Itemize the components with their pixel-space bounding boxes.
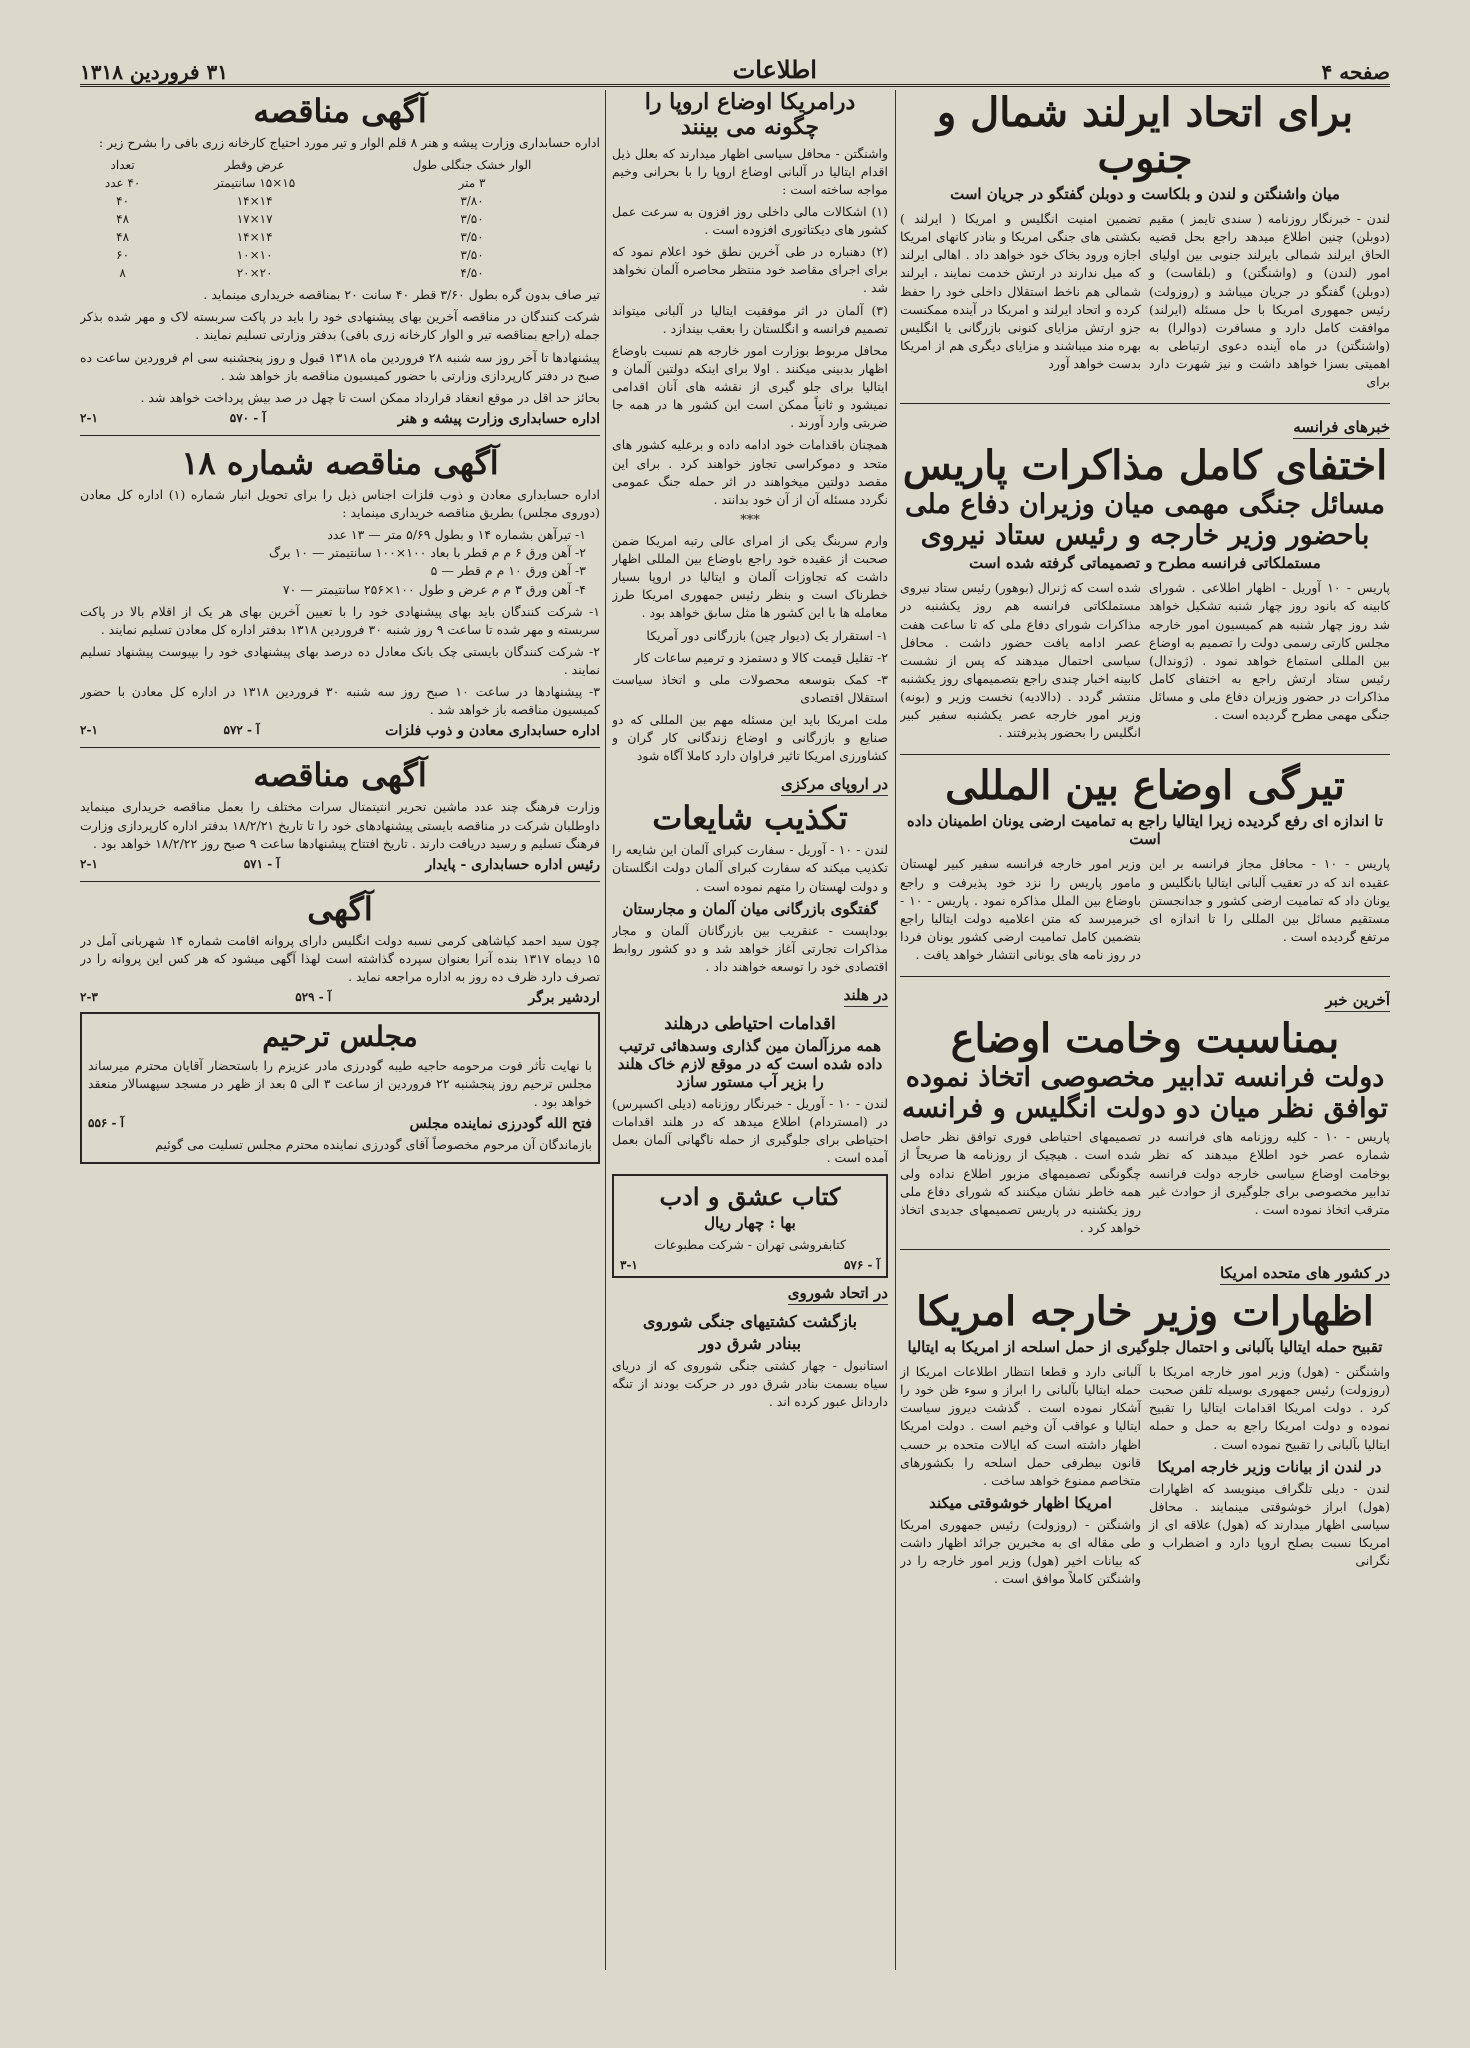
table-row <box>80 228 600 246</box>
table-row <box>80 246 600 264</box>
cell: ۱۴×۱۴ <box>236 230 273 245</box>
article-denial-p2: بوداپست - عنقریب بین بازرگانان آلمان و مجار مذاکرات تجارتی آغاز خواهد شد و دو کشور روابط اقتصادی خود را توسعه خواهند داد . <box>612 922 888 974</box>
separator-stars: *** <box>740 512 760 528</box>
subhead-paris-2: باحضور وزیر خارجه و رئیس ستاد نیروی <box>920 520 1370 552</box>
cell: ۴۰ عدد <box>104 176 141 191</box>
ad3-signature: رئیس اداره حسابداری - پایدار <box>425 856 600 873</box>
ad1-footer <box>80 411 600 427</box>
headline-us-foreign-minister: اظهارات وزیر خارجه امریکا <box>916 1288 1374 1336</box>
section-last-news: آخرین خبر <box>1325 991 1390 1012</box>
newspaper-name: اطلاعات <box>732 55 817 84</box>
cell: ۳/۵۰ <box>460 212 484 227</box>
article-us-p2: آلبانی دارد و قطعا انتظار اطلاعات امریکا از حمله ایتالیا بآلبانی را ابراز و سوء ظن خود را آشکار نموده است . گذشت دیروز سیاست ایتالیا و عواقب آن وخیم است . دولت امریکا اظهار داشته است که ایالات متحده بر حسب قانون بیطرفی حمل اسلحه را بکشورهای متخاصم ممنوع خواهد ساخت . <box>900 1364 1141 1488</box>
article-ae-i1: (۱) اشکالات مالی داخلی روز افزون به سرعت عمل کشور های دیکتاتوری افزوده است . <box>612 203 888 238</box>
article-denial-p1: لندن - ۱۰ - آوریل - سفارت کبرای آلمان این شایعه را تکذیب میکند که سفارت کبرای آلمان دولت انگلستان و دولت لهستان را متهم نموده است . <box>612 842 888 894</box>
headline-international: تیرگی اوضاع بین المللی <box>945 762 1345 810</box>
article-ae-i2: (۲) دهنباره در طی آخرین نطق خود اعلام نمود که برای اجرای مقاصد خود منتظر محاصره آلمان نخواهد شد . <box>612 244 888 296</box>
cell: ۴۸ <box>116 212 130 227</box>
headline-america-europe-2: چگونه می بینند <box>680 114 820 141</box>
article-international-p2: وزیر امور خارجه فرانسه سفیر کبیر لهستان مامور پاریس را نزد خود پذیرفت و راجع باوضاع بین الملل مذاکره نمود . پاریس - ۱۰ - خبرمیرسد که متن اعلامیه دولت ایتالیا راجع بتضمین کامل تمامیت ارضی کشور یونان فردا در روز نامه های یونانی انتشار خواهد یافت . <box>900 856 1141 963</box>
subhead-situation-1: دولت فرانسه تدابیر مخصوصی اتخاذ نموده <box>905 1062 1385 1094</box>
article-us-p4: لندن - دیلی تلگراف مینویسد که اظهارات (هول) ابراز خوشوقتی مینمایند . محافل سیاسی اظهار میدارند که (هول) علاقه ای از امریکا نسبت بصلح اروپا دارد و اضطراب و نگرانی <box>1149 1480 1390 1569</box>
ad2-signature: اداره حسابداری معادن و ذوب فلزات <box>385 723 600 740</box>
ad3-code: آ - ۵۷۱ <box>243 856 280 871</box>
ad3-p1: وزارت فرهنگ چند عدد ماشین تحریر انتیتمتال سرات مختلف را بعمل مناقصه خریداری مینماید داوطلبان شرکت در مناقصه بایستی پیشنهادهای خود را تا تاریخ ۱۸/۲/۲۱ بدفتر اداره کارپردازی وزارت فرهنگ تسلیم و رسید دریافت دارند . تاریخ افتتاح پیشنهادها ساعت ۹ صبح روز ۱۸/۲/۲۲ خواهد بود . <box>80 799 600 851</box>
ad-book-code: آ - ۵۷۶ <box>843 1257 880 1272</box>
column-ads <box>80 90 600 1970</box>
ad4-title: آگهی <box>307 889 373 928</box>
ad5-title: مجلس ترحیم <box>262 1020 418 1054</box>
article-ae-p2: محافل مربوط بوزارت امور خارجه هم نسبت باوضاع اظهار بدبینی میکنند . اولا برای اینکه دولتین آلمان و ایتالیا برای جلو گیری از نقشه های آنان اقدامی نمیشود و ثانیاً ممکن است این کشور ها در همه جا ضربتی وارد آورند . <box>612 342 888 431</box>
ad1-code: آ - ۵۷۰ <box>229 410 266 425</box>
article-ae-p5: ملت امریکا باید این مسئله مهم بین المللی که دو صنایع و بازرگانی و اوضاع زندگانی کار گران و کشاورزی امریکا تاثیر فراوان دارد کاملا آگاه شود <box>612 712 888 764</box>
column-rule-2 <box>605 90 606 1970</box>
deck-trade-germany-hungary: گفتگوی بازرگانی میان آلمان و مجارستان <box>622 899 878 918</box>
list-item: ۲- آهن ورق ۶ م م قطر با بعاد ۱۰۰×۱۰۰ سانتیمتر — ۱۰ برگ <box>269 545 586 561</box>
ad2-footer <box>80 723 600 739</box>
ad5-footer <box>88 1116 592 1132</box>
deck-us-satisfaction: در لندن از بیانات وزیر خارجه امریکا <box>1157 1457 1382 1476</box>
column-rule-1 <box>895 90 896 1970</box>
ad-book-seller: کتابفروشی تهران - شرکت مطبوعات <box>654 1236 846 1252</box>
ad5-box <box>80 1012 600 1164</box>
section-central-europe: در اروپای مرکزی <box>781 775 888 796</box>
col-header: الوار خشک جنگلی طول <box>412 158 532 173</box>
table-row <box>80 192 600 210</box>
ad2-code: آ - ۵۷۲ <box>223 723 260 738</box>
article-holland-p1: لندن - ۱۰ - آوریل - خبرنگار روزنامه (دیلی اکسپرس) در (امستردام) اطلاع میدهد که در هلند اقدامات احتیاطی برای جلوگیری از حمله ناگهانی آلمان بعمل آمده است . <box>612 1096 888 1166</box>
section-france: خبرهای فرانسه <box>1293 418 1390 439</box>
headline-soviet-2: ببنادر شرق دور <box>698 1333 802 1353</box>
ad5-code: آ - ۵۵۶ <box>88 1115 125 1130</box>
divider <box>80 435 600 436</box>
list-item: ۴- آهن ورق ۳ م م عرض و طول ۱۰۰×۲۵۶ سانتیمتر — ۷۰ <box>282 581 586 597</box>
ad1-intro: اداره حسابداری وزارت پیشه و هنر ۸ قلم الوار و تیر مورد احتیاج کارخانه زری بافی را بشرح زیر : <box>98 135 600 150</box>
col-header: تعداد <box>110 158 135 173</box>
article-ae-i6: ۳- کمک بتوسعه محصولات ملی و اتخاذ سیاست استقلال اقتصادی <box>612 671 888 705</box>
cell: ۴/۵۰ <box>460 266 484 281</box>
masthead <box>80 52 1390 87</box>
ad4-signature: اردشیر برگر <box>528 990 600 1007</box>
list-item: ۳- آهن ورق ۱۰ م م قطر — ۵ <box>430 563 586 579</box>
section-usa: در کشور های متحده امریکا <box>1220 1264 1390 1285</box>
article-ae-p1: واشنگتن - محافل سیاسی اظهار میدارند که بعلل ذیل اقدام ایتالیا در آلبانی اوضاع اروپا را با بحرانی وخیم مواجه ساخته است : <box>612 145 888 197</box>
article-ae-i4: ۱- استقرار یک (دیوار چین) بازرگانی دور آمریکا <box>646 627 888 643</box>
cell: ۴۰ <box>116 194 130 209</box>
cell: ۱۴×۱۴ <box>236 194 273 209</box>
table-header <box>80 156 600 174</box>
cell: ۸ <box>119 266 126 281</box>
cell: ۳/۸۰ <box>460 194 484 209</box>
table-row <box>80 174 600 192</box>
cell: ۱۵×۱۵ سانتیمتر <box>214 176 296 191</box>
ad1-p2: شرکت کنندگان در مناقصه آخرین بهای پیشنهادی خود را باید در پاکت سربسته لاک و مهر شده بذکر جمله (راجع بمناقصه تیر و الوار کارخانه زری بافی) بدفتر وزارتی تسلیم نمایند . <box>80 309 600 343</box>
ad2-items <box>80 526 600 599</box>
article-paris-p1: پاریس - ۱۰ آوریل - اظهار اطلاعی . شورای کابینه که بانود روز چهار شنبه تشکیل خواهد شد روز چهار شنبه هم کمیسیون امور خارجه مجلس کارتی رسمی دولت را تصمیم به اوضاع بین المللی استماع خواهد نمود . (ژوندال) رئیس ستاد ارتش راجع به اختفای کامل مذاکرات در حضور وزیران دفاع ملی و مسائل جنگی مهمی مطرح گردیده است . <box>1149 580 1390 723</box>
deck-us-2: امریکا اظهار خوشوقتی میکند <box>929 1493 1112 1512</box>
cell: ۳/۵۰ <box>460 230 484 245</box>
headline-paris: اختفای کامل مذاکرات پاریس <box>902 442 1388 490</box>
ad1-p3: پیشنهادها تا آخر روز سه شنبه ۲۸ فروردین ماه ۱۳۱۸ قبول و روز پنجشنبه سی ام فروردین ساعت ده صبح در دفتر کارپردازی وزارتی با حضور کمیسیون مناقصه باز خواهد شد . <box>80 349 600 383</box>
ad2-title: آگهی مناقصه شماره ۱۸ <box>181 443 499 482</box>
column-news-middle <box>612 90 888 1970</box>
ad2-p2: ۲- شرکت کنندگان بایستی چک بانک معادل ده درصد بهای پیشنهادی خود را بپیوست پیشنهاد تسلیم نمایند . <box>80 643 600 677</box>
headline-ireland: برای اتحاد ایرلند شمال و جنوب <box>936 90 1354 182</box>
subhead-international: تا اندازه ای رفع گردیده زیرا ایتالیا راجع به تمامیت ارضی یونان اطمینان داده است <box>906 812 1384 849</box>
headline-soviet: بازگشت کشتیهای جنگی شوروی <box>642 1311 858 1331</box>
subhead-ireland: میان واشنگتن و لندن و بلکاست و دوبلن گفتگو در جریان است <box>950 185 1340 203</box>
article-ireland <box>900 206 1390 395</box>
page-number: صفحه ۴ <box>1321 60 1390 84</box>
subhead-situation-2: توافق نظر میان دو دولت انگلیس و فرانسه <box>901 1093 1389 1125</box>
cell: ۶۰ <box>116 248 130 263</box>
table-row <box>80 210 600 228</box>
ad2-intro: اداره حسابداری معادن و ذوب فلزات اجناس ذیل را برای تحویل انبار شماره (۱) اداره کل معادن (دوروی مجلس) بطریق مناقصه خریداری مینماید : <box>80 486 600 520</box>
ad3-title: آگهی مناقصه <box>253 756 427 795</box>
ad5-p1: با نهایت تأثر فوت مرحومه حاجیه طیبه گودرزی مادر عزیزم را باستحضار آقایان محترم میرساند مجلس ترحیم روز پنجشنبه ۲۲ فروردین از ساعت ۳ الی ۵ بعد از ظهر در مسجد سپهسالار منعقد خواهد بود . <box>88 1058 592 1110</box>
ad4-code: آ - ۵۲۹ <box>295 990 332 1005</box>
ad3-num: ۲-۱ <box>80 856 98 871</box>
ad1-signature: اداره حسابداری وزارت پیشه و هنر <box>397 410 600 427</box>
divider <box>900 976 1390 977</box>
cell: ۱۷×۱۷ <box>236 212 273 227</box>
headline-america-europe: درامریکا اوضاع اروپا را <box>644 90 856 115</box>
article-ae-i5: ۲- تقلیل قیمت کالا و دستمزد و ترمیم ساعات کار <box>634 649 888 665</box>
cell: ۱۰×۱۰ <box>236 248 273 263</box>
ad1-p4: بحائز حد اقل در موقع انعقاد قرارداد ممکن است تا چهل در صد بیش پرداخت خواهد شد . <box>140 389 600 405</box>
col-header: عرض وقطر <box>224 158 285 173</box>
ad2-num: ۲-۱ <box>80 723 98 738</box>
article-us-p3: واشنگتن - (روزولت) رئیس جمهوری امریکا طی مقاله ای به مخبرین جرائد اظهار داشت که بیانات اخیر (هول) وزیر امور خارجه را در واشنگتن کاملاً موافق است . <box>900 1516 1141 1587</box>
subhead-us-foreign-minister: تقبیح حمله ایتالیا بآلبانی و احتمال جلوگیری از حمل اسلحه از امریکا به ایتالیا <box>907 1338 1383 1357</box>
deck-holland: همه مرزآلمان مین گذاری وسدهائی ترتیب داده شده است که در موقع لازم خاک هلند را بزیر آب مستور سازد <box>617 1037 883 1092</box>
ad4-num: ۲-۳ <box>80 990 98 1005</box>
article-soviet-p1: استانبول - چهار کشتی جنگی شوروی که از دریای سیاه بسمت بنادر شرق دور در حرکت بودند از تنگه داردانل عبور کرده اند . <box>612 1357 888 1409</box>
section-holland: در هلند <box>844 986 888 1007</box>
divider <box>900 754 1390 755</box>
article-international <box>900 851 1390 968</box>
divider <box>80 881 600 882</box>
list-item: ۱- تیرآهن بشماره ۱۴ و بطول ۵/۶۹ متر — ۱۳ عدد <box>327 527 586 543</box>
divider <box>80 747 600 748</box>
cell: ۴۸ <box>116 230 130 245</box>
cell: ۳ متر <box>458 176 486 191</box>
cell: ۲۰×۲۰ <box>236 266 273 281</box>
article-situation <box>900 1124 1390 1241</box>
cell: ۳/۵۰ <box>460 248 484 263</box>
subhead-paris-1: مسائل جنگی مهمی میان وزیران دفاع ملی <box>904 489 1386 521</box>
headline-holland: اقدامات احتیاطی درهلند <box>664 1014 836 1035</box>
ad1-table <box>80 156 600 282</box>
ad4-footer <box>80 990 600 1006</box>
ad2-p1: ۱- شرکت کنندگان باید بهای پیشنهادی خود را با تعیین آخرین بهای هر یک از اقلام بالا در پاکت سربسته و مهر شده تا ساعت ۹ روز شنبه ۳۰ فروردین ۱۳۱۸ بدفتر اداره کل معادن تسلیم نمایند . <box>80 603 600 637</box>
section-soviet: در اتحاد شوروی <box>788 1284 888 1305</box>
ad5-signature: فتح الله گودرزی نماینده مجلس <box>409 1115 592 1132</box>
article-international-p1: پاریس - ۱۰ - محافل مجاز فرانسه بر این عقیده اند که در تعقیب آلبانی ایتالیا بانگلیس و یونان داد که تمامیت ارضی کشور و جدانجستن مستقیم مسائل بین المللی را تا اندازه ای مرتفع گردیده است . <box>1149 856 1390 944</box>
ad-book-price: بها : چهار ریال <box>704 1213 796 1232</box>
ad3-footer <box>80 857 600 873</box>
ad5-p2: بازماندگان آن مرحوم مخصوصاً آقای گودرزی نماینده محترم مجلس تسلیت می گوئیم <box>155 1136 592 1152</box>
divider <box>900 1249 1390 1250</box>
article-paris <box>900 575 1390 746</box>
headline-situation: بمناسبت وخامت اوضاع <box>950 1015 1340 1063</box>
article-us <box>900 1359 1390 1592</box>
ad-book-num: ۳-۱ <box>620 1257 638 1272</box>
article-ireland-p1: لندن - خبرنگار روزنامه ( سندی تایمز ) مقیم (دوبلن) چنین اطلاع میدهد راجع بحل قضیه الحاق ایرلند شمالی بایرلند جنوبی بین اولیای امور (لندن) و (واشنگتن) و (بلفاست) و (دوبلن) گفتگو در جریان میباشد و (روزولت) رئیس جمهوری امریکا با حل مسئله (ایرلند) موافقت کامل دارد و مسافرت (دوالرا) به (واشنگتن) در ماه آینده دعوی ارتباطی به اهمیتی بسزا خواهد داشت و نیز شهرت دارد برای <box>1149 211 1390 390</box>
divider <box>900 403 1390 404</box>
ad-book <box>612 1174 888 1278</box>
article-us-p1: واشنگتن - (هول) وزیر امور خارجه امریکا با (روزولت) رئیس جمهوری بوسیله تلفن صحبت کرد . دولت امریکا اقدامات ایتالیا را تقبیح نموده و دولت امریکا راجع به حمل و حمله ایتالیا بآلبانی را تقبیح نموده است . <box>1149 1364 1390 1452</box>
issue-date: ۳۱ فروردین ۱۳۱۸ <box>80 60 228 84</box>
article-ireland-p2: تضمین امنیت انگلیس و امریکا ( ایرلند ) بکشتی های جنگی امریکا و بنادر کانهای امریکا اجازه ورود بخاک خود خواهد داد . اهالی ایرلند که میل ندارند در ارتش خدمت نمایند ، ایرلند شمالی هم ناخط استقلال داخلی خود را حفظ کرده و اتحاد ایرلند و امریکا در آینده ممکنست جزو ارتش مزایای کنونی بازرگانی یا انگلیس بهره مند میباشند و مزایای دیگری هم از امریکا بدست خواهد آورد <box>900 211 1141 371</box>
ad1-p1: تیر صاف بدون گره بطول ۳/۶۰ قطر ۴۰ سانت ۲۰ بمناقصه خریداری مینماید . <box>203 287 600 303</box>
article-ae-p4: وارم سرینگ یکی از امرای عالی رتبه امریکا ضمن صحبت از عقیده خود راجع باوضاع بین المللی اظهار داشت که تجاوزات آلمان و ایتالیا در اروپا بسیار خطرناک است و بنظر رئیس جمهوری امریکا طرز معامله ها با این کشور ها مثل سابق خواهد بود . <box>612 532 888 621</box>
column-news-right <box>900 90 1390 1970</box>
article-ae-p3: همچنان باقدامات خود ادامه داده و برعلیه کشور های متحد و دموکراسی تجاوز خواهند کرد . برای این مقصد دولتین میخواهند در اثر حمله جنگ عمومی نگردد مسئله آن از آن خود بدانند . <box>612 437 888 507</box>
ad-book-footer <box>620 1258 880 1272</box>
ad-book-title: کتاب عشق و ادب <box>659 1181 841 1211</box>
ad4-p1: چون سید احمد کیاشاهی کرمی نسبه دولت انگلیس دارای پروانه اقامت شماره ۱۴ شهربانی آمل در ۱۵ دیماه ۱۳۱۷ بنده آنرا بعنوان سپرده گذاشته است لهذا آگهی میشود که هر کس این پروانه را در تصرف دارد ظرف ده روز به اداره مراجعه نماید . <box>80 932 600 984</box>
article-paris-p2: شده است که ژنرال (بوهور) رئیس ستاد نیروی مستملکاتی فرانسه هم روز یکشنبه در مذاکرات شورای دفاع ملی که تا ساعت هفت عصر ادامه یافت حضور داشت . محافل سیاسی احتمال میدهند که پس از نشست کابینه اخبار چندی راجع بتصمیمهای روز یکشنبه منتشر گردد . (دالادیه) نخست وزیر و (بونه) وزیر امور خارجه عصر یکشنبه سفیر کبیر انگلیس را بحضور پذیرفتند . <box>900 580 1141 741</box>
deck-paris: مستملکاتی فرانسه مطرح و تصمیماتی گرفته شده است <box>969 554 1321 573</box>
ad2-p3: ۳- پیشنهادها در ساعت ۱۰ صبح روز سه شنبه ۳۰ فروردین ۱۳۱۸ در اداره کل معادن با حضور کمیسیون مناقصه باز خواهد شد . <box>80 684 600 718</box>
article-situation-p2: تصمیمهای احتیاطی فوری توافق نظر حاصل شده است . هیچیک از روزنامه ها صریحاً از چگونگی تصمیمهای مزبور اطلاع نداده ولی همه خاطر نشان میکنند که شورای دفاع ملی روز یکشنبه در پاریس تصمیمهای جدیدی اتخاذ خواهد کرد . <box>900 1129 1141 1235</box>
article-ae-i3: (۳) آلمان در اثر موفقیت ایتالیا در آلبانی میتواند تصمیم فرانسه و انگلستان را بعقب بیندازد . <box>612 302 888 336</box>
headline-denial: تکذیب شایعات <box>652 799 848 838</box>
ad1-title: آگهی مناقصه <box>253 92 427 130</box>
table-row <box>80 264 600 282</box>
ad1-num: ۲-۱ <box>80 410 98 425</box>
article-situation-p1: پاریس - ۱۰ - کلیه روزنامه های فرانسه در شماره عصر خود اطلاع میدهند که نظر بوخامت اوضاع سیاسی خارجه دولت فرانسه تدابیر مخصوصی برای جلوگیری از حوادث غیر مترقب اتخاذ نموده است . <box>1149 1129 1390 1217</box>
